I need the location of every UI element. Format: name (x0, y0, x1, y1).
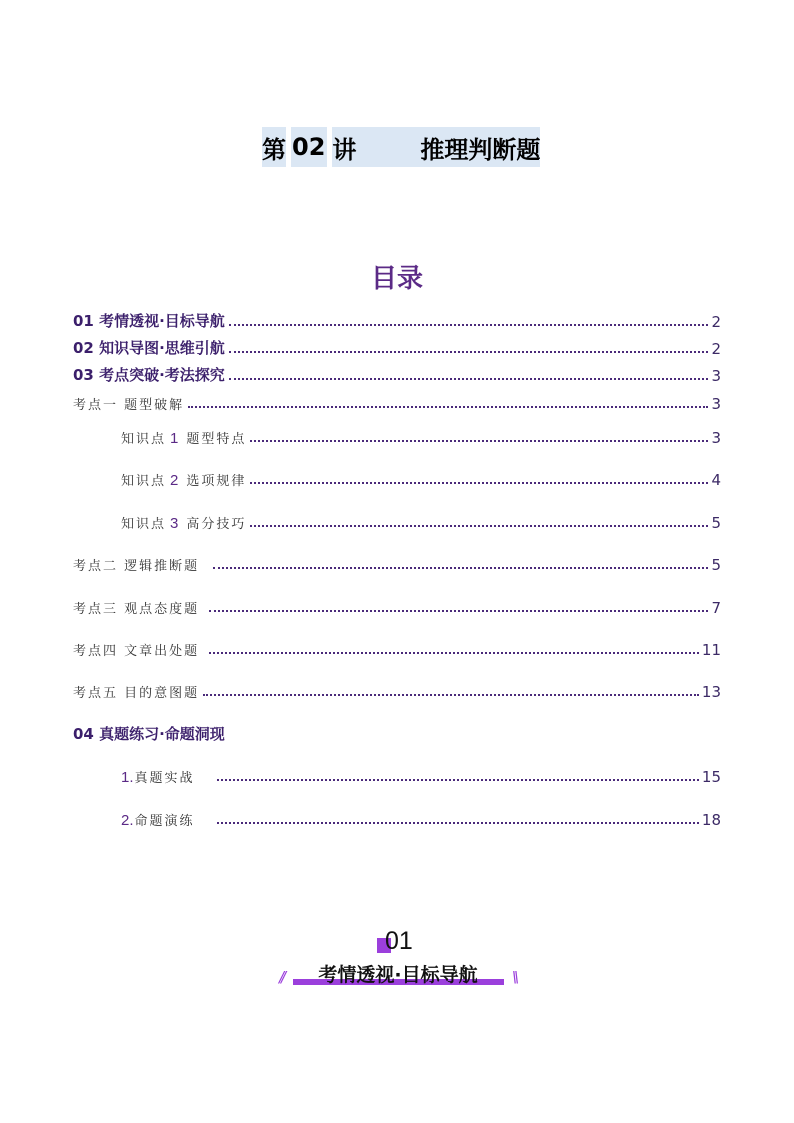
toc-entry-label: 04 真题练习·命题洞现 (73, 725, 225, 743)
toc-entry-page: 2 (711, 340, 721, 358)
toc-leader (209, 610, 708, 612)
toc-entry-page: 3 (711, 367, 721, 385)
toc-entry-label (121, 428, 246, 447)
toc-leader (250, 482, 708, 484)
toc-leader (229, 378, 709, 380)
toc-entry-label: 01 考情透视·目标导航 (73, 312, 225, 330)
toc-entry-page: 3 (711, 429, 721, 447)
toc-entry[interactable] (73, 336, 721, 358)
lecture-suffix-block (332, 127, 540, 167)
toc-entry-label: 考点一 题型破解 (73, 398, 185, 413)
toc-entry-label (121, 810, 195, 829)
section-number (376, 927, 426, 957)
toc-entry[interactable] (73, 391, 721, 413)
toc-entry-label-text: 命题演练 (134, 814, 195, 829)
lecture-number-text: 02 (292, 133, 326, 161)
toc-entry-label (121, 513, 246, 532)
toc-entry-page: 5 (711, 514, 721, 532)
toc-entry-label-b: 选项规律 (186, 474, 247, 489)
toc-entry-num: 1. (121, 769, 134, 786)
toc-entry-label: 考点四 文章出处题 (73, 644, 200, 659)
toc-entry-label: 考点五 目的意图题 (73, 686, 200, 701)
toc-entry-page: 2 (711, 313, 721, 331)
toc-entry[interactable] (121, 510, 721, 532)
toc-entry[interactable] (121, 764, 721, 786)
toc-entry-label-b: 高分技巧 (186, 517, 247, 532)
toc-entry-page: 11 (701, 641, 721, 659)
lecture-prefix-text: 第 (262, 135, 286, 164)
lecture-title (262, 127, 540, 167)
toc-entry[interactable] (73, 679, 721, 701)
section-title: 考情透视·目标导航 (318, 964, 478, 986)
lecture-number (291, 127, 327, 167)
toc-leader (229, 324, 709, 326)
toc-leader (203, 694, 699, 696)
toc-entry-label: 考点三 观点态度题 (73, 602, 200, 617)
lecture-topic-text: 推理判断题 (420, 135, 541, 164)
toc-entry-page: 13 (701, 683, 721, 701)
toc-leader (217, 822, 699, 824)
toc-leader (229, 351, 709, 353)
toc-entry-label: 考点二 逻辑推断题 (73, 559, 200, 574)
toc-entry-num: 3 (170, 515, 179, 532)
lecture-suffix-text: 讲 (332, 135, 357, 164)
toc-entry-label-text: 真题实战 (134, 771, 195, 786)
toc-entry[interactable] (121, 467, 721, 489)
toc-entry-page: 3 (711, 395, 721, 413)
toc-entry[interactable] (73, 722, 721, 744)
toc-leader (217, 779, 699, 781)
toc-entry-label-b: 题型特点 (186, 432, 247, 447)
toc-entry-page: 5 (711, 556, 721, 574)
toc-entry-page: 18 (701, 811, 721, 829)
toc-leader (250, 525, 708, 527)
toc-entry-page: 7 (711, 599, 721, 617)
toc-entry-label-a: 知识点 (121, 474, 167, 489)
toc-entry[interactable] (73, 637, 721, 659)
toc-entry-label-a: 知识点 (121, 432, 167, 447)
section-banner (276, 960, 520, 990)
right-slash-mark: \\ (511, 968, 516, 986)
toc-entry-label: 03 考点突破·考法探究 (73, 366, 225, 384)
toc-entry-page: 15 (701, 768, 721, 786)
lecture-prefix (262, 127, 286, 167)
toc-entry-num: 1 (170, 430, 179, 447)
toc-leader (188, 406, 708, 408)
toc-entry[interactable] (73, 309, 721, 331)
toc-leader (209, 652, 699, 654)
section-number-text: 01 (385, 927, 413, 955)
toc-entry[interactable] (121, 425, 721, 447)
left-slash-mark: // (279, 968, 284, 986)
toc-entry-num: 2 (170, 472, 179, 489)
toc-entry-label-a: 知识点 (121, 517, 167, 532)
toc-entry-num: 2. (121, 812, 134, 829)
toc-entry-page: 4 (711, 471, 721, 489)
toc-entry[interactable] (73, 363, 721, 385)
toc-entry[interactable] (73, 552, 721, 574)
toc-entry-label (121, 470, 246, 489)
toc-entry[interactable] (73, 595, 721, 617)
toc-entry[interactable] (121, 807, 721, 829)
toc-entry-label: 02 知识导图·思维引航 (73, 339, 225, 357)
toc-heading: 目录 (370, 264, 423, 294)
toc-leader (213, 567, 708, 569)
toc-entry-label (121, 767, 195, 786)
toc-leader (250, 440, 708, 442)
